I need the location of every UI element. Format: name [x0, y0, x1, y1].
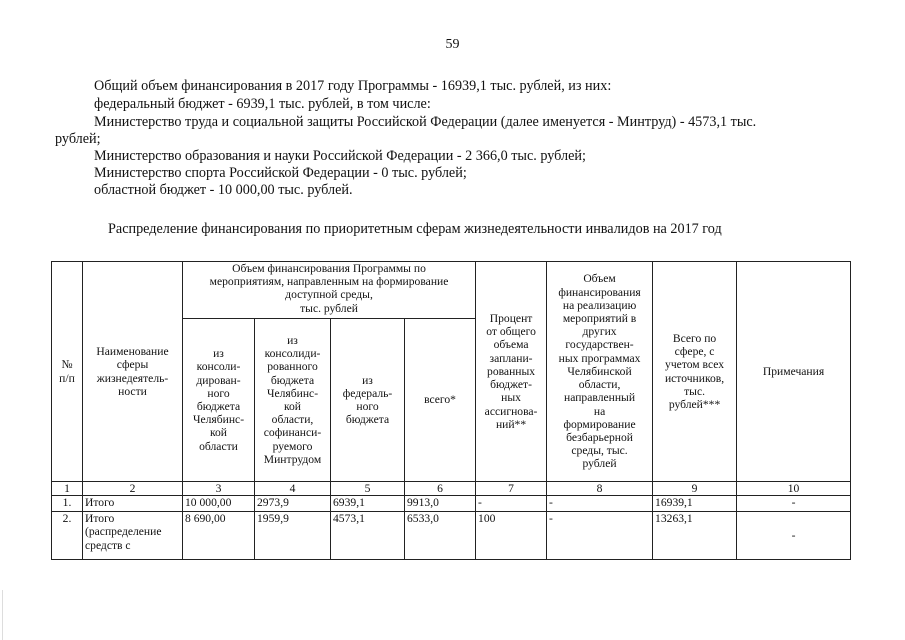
row-cofinanced: 1959,9	[255, 512, 331, 560]
column-number: 5	[331, 482, 405, 496]
row-cofinanced: 2973,9	[255, 496, 331, 512]
header-federal: из федераль- ного бюджета	[331, 319, 405, 482]
scan-artifact	[2, 590, 3, 640]
row-federal: 6939,1	[331, 496, 405, 512]
row-other-programs: -	[547, 512, 653, 560]
row-consolidated: 10 000,00	[183, 496, 255, 512]
column-number: 7	[476, 482, 547, 496]
intro-line-total: Общий объем финансирования в 2017 году Программы - 16939,1 тыс. рублей, из них:	[94, 78, 612, 94]
row-name: Итого (распределение средств с	[83, 512, 183, 560]
intro-line-minobr: Министерство образования и науки Российской Федерации - 2 366,0 тыс. рублей;	[94, 148, 586, 164]
header-percent: Процент от общего объема заплани- рованных бюджет- ных ассигнова- ний**	[476, 262, 547, 482]
row-total: 9913,0	[405, 496, 476, 512]
column-number: 2	[83, 482, 183, 496]
column-number-row	[52, 482, 851, 496]
table-title: Распределение финансирования по приоритетным сферам жизнедеятельности инвалидов на 2017 год	[108, 221, 722, 237]
intro-line-federal: федеральный бюджет - 6939,1 тыс. рублей, в том числе:	[94, 96, 431, 112]
row-notes: -	[737, 496, 851, 512]
table-row	[52, 496, 851, 512]
column-number: 1	[52, 482, 83, 496]
header-total-all: Всего по сфере, с учетом всех источников, тыс. рублей***	[653, 262, 737, 482]
intro-line-mintrud: Министерство труда и социальной защиты Российской Федерации (далее именуется - Минтруд) - 4573,1 тыс.	[94, 114, 757, 130]
header-name: Наименование сферы жизнедеятель- ности	[83, 262, 183, 482]
row-total-all: 16939,1	[653, 496, 737, 512]
header-notes: Примечания	[737, 262, 851, 482]
row-percent: 100	[476, 512, 547, 560]
column-number: 9	[653, 482, 737, 496]
page-number: 59	[445, 37, 460, 52]
row-num: 2.	[52, 512, 83, 560]
column-number: 6	[405, 482, 476, 496]
table-row	[52, 512, 851, 560]
column-number: 4	[255, 482, 331, 496]
row-num: 1.	[52, 496, 83, 512]
row-other-programs: -	[547, 496, 653, 512]
column-number: 8	[547, 482, 653, 496]
header-cofinanced: из консолиди- рованного бюджета Челябинс- кой области, софинанси- руемого Минтрудом	[255, 319, 331, 482]
intro-line-minsport: Министерство спорта Российской Федерации - 0 тыс. рублей;	[94, 165, 467, 181]
intro-line-regional: областной бюджет - 10 000,00 тыс. рублей.	[94, 182, 353, 198]
row-percent: -	[476, 496, 547, 512]
row-federal: 4573,1	[331, 512, 405, 560]
row-total-all: 13263,1	[653, 512, 737, 560]
header-consolidated: из консоли- дирован- ного бюджета Челябинс- кой области	[183, 319, 255, 482]
column-number: 3	[183, 482, 255, 496]
header-program-group: Объем финансирования Программы по мероприятиям, направленным на формирование доступной среды, тыс. рублей	[183, 262, 476, 319]
row-consolidated: 8 690,00	[183, 512, 255, 560]
financing-table	[51, 261, 851, 560]
row-name: Итого	[83, 496, 183, 512]
column-number: 10	[737, 482, 851, 496]
row-notes: -	[737, 512, 851, 560]
header-other-programs: Объем финансирования на реализацию мероприятий в других государствен- ных программах Челябинской области, направленный на формирование безбарьерной среды, тыс. рублей	[547, 262, 653, 482]
intro-line-mintrud-cont: рублей;	[55, 131, 101, 147]
row-total: 6533,0	[405, 512, 476, 560]
header-num: № п/п	[52, 262, 83, 482]
header-total: всего*	[405, 319, 476, 482]
